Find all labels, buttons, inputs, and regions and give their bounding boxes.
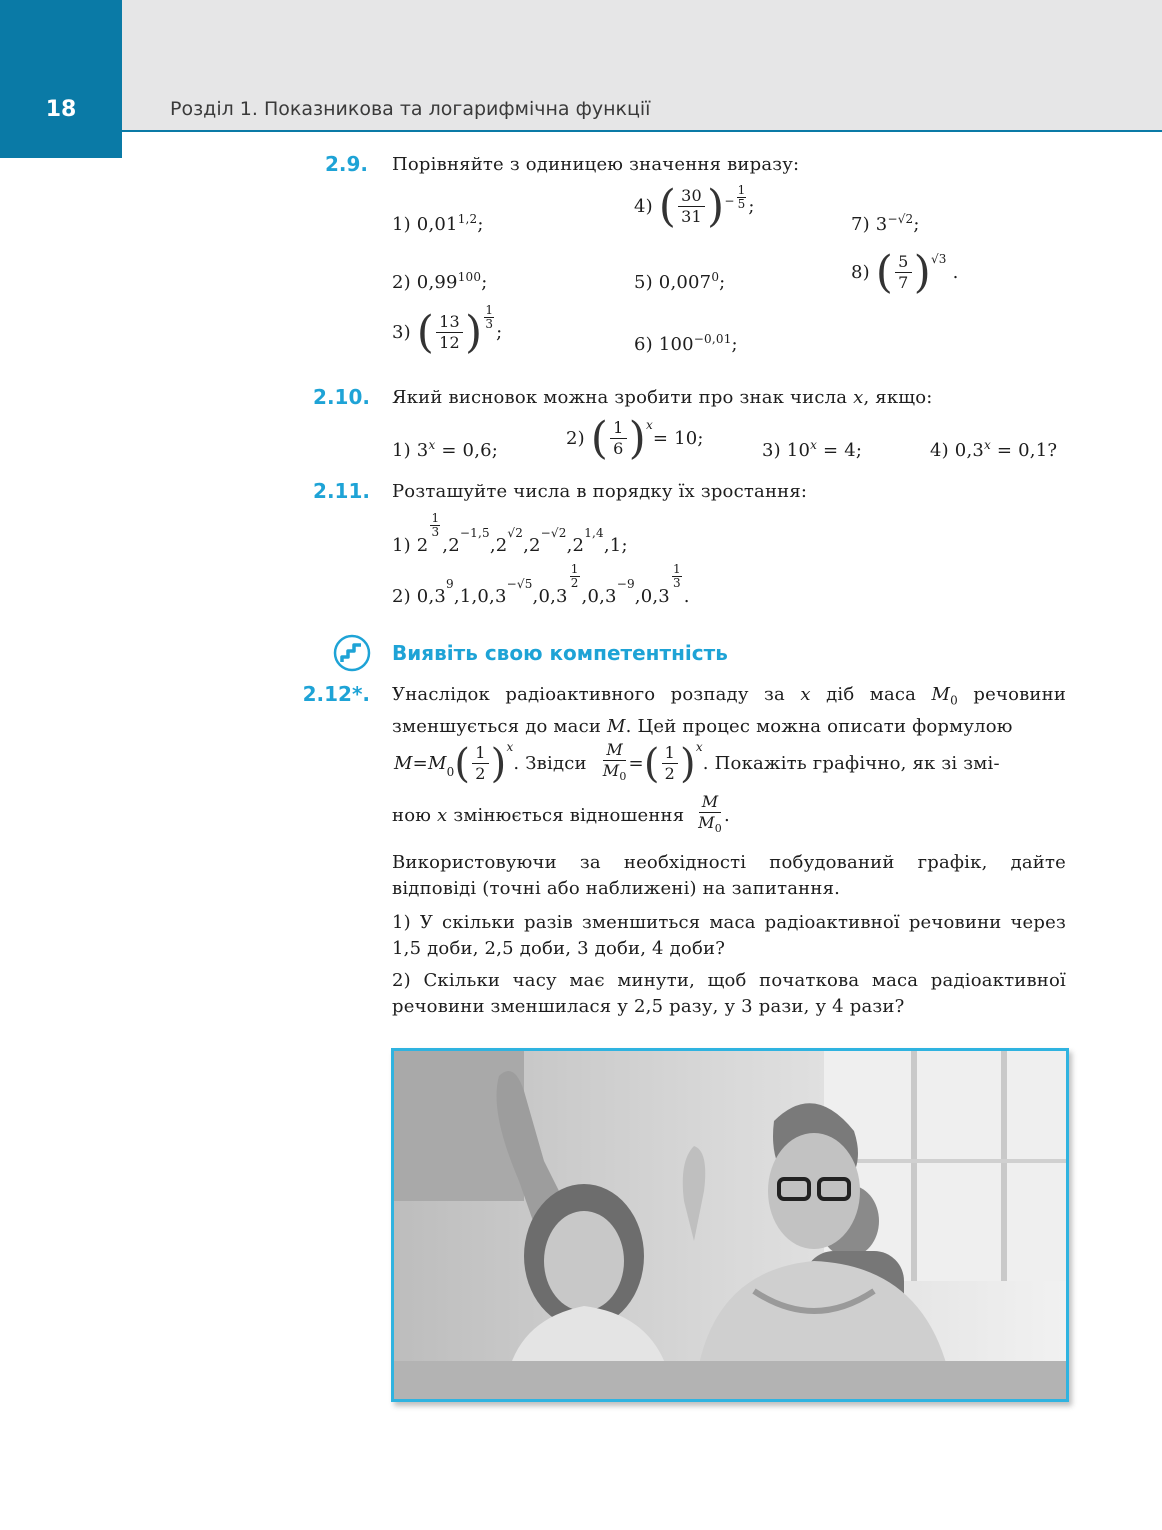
chapter-title: Розділ 1. Показникова та логарифмічна функції bbox=[170, 98, 651, 120]
math-item: 2) 0,99$^{100}$; bbox=[392, 270, 488, 293]
competence-heading: Виявіть свою компетентність bbox=[392, 641, 728, 665]
page-number: 18 bbox=[45, 97, 77, 122]
exercise-prompt: Який висновок можна зробити про знак числа x, якщо: bbox=[392, 387, 933, 408]
stairs-icon bbox=[333, 634, 371, 672]
exercise-paragraph: Унаслідок радіоактивного розпаду за x діб маса $M_0$ речовини зменшується до маси M. Цей процес можна описати формулою bbox=[392, 684, 1067, 737]
math-item: 4) ( $\frac{30}{31}$ ) − $\frac{1}{5}$ ; bbox=[634, 180, 755, 232]
exercise-number: 2.10. bbox=[313, 385, 370, 409]
exercise-number: 2.11. bbox=[313, 479, 370, 503]
exercise-paragraph: Використовуючи за необхідності побудований графік, дайте відповіді (точні або наближені) на запитання. bbox=[392, 852, 1066, 899]
students-illustration bbox=[394, 1051, 1066, 1399]
math-item: 6) $100^{-0,01}$; bbox=[634, 332, 738, 355]
formula-line: M = M $_0$ ( $\frac{1}{2}$ ) $^x$ . Звідси $\frac{M}{M_0}$ = ( $\frac{1}{2}$ ) $^x$ . Покажіть графічно, як зі змі- bbox=[394, 740, 1000, 787]
exercise-prompt: Розташуйте числа в порядку їх зростання: bbox=[392, 481, 808, 502]
math-item: 3) $10^x = 4$; bbox=[762, 438, 863, 461]
exercise-prompt: Порівняйте з одиницею значення виразу: bbox=[392, 154, 800, 175]
formula-line: ною x змінюється відношення $\frac{M}{M_0}$ . bbox=[392, 792, 730, 836]
exercise-number: 2.12*. bbox=[302, 682, 370, 706]
math-row: 2) 0,3 $^9$ , 1 , 0,3 $^{-√5}$ , 0,3 $\frac{1}{2}$ , 0,3 $^{-9}$ , 0,3 $\frac{1}{3}$ . bbox=[392, 562, 690, 607]
math-item: 7) $3^{-√2}$; bbox=[851, 212, 920, 235]
math-row: 1) 2 $\frac{1}{3}$ , 2 $^{-1,5}$ , 2 $^{√2}$ , 2 $^{-√2}$ , 2 $^{1,4}$ , 1; bbox=[392, 511, 628, 556]
math-item: 4) $0,3^x = 0,1$? bbox=[930, 438, 1058, 461]
classroom-photo bbox=[391, 1048, 1069, 1402]
exercise-number: 2.9. bbox=[324, 152, 368, 176]
math-item: 1) 0,01$^{1,2}$; bbox=[392, 212, 484, 235]
math-item: 8) ( $\frac{5}{7}$ ) $^{√3}$ . bbox=[851, 246, 959, 298]
math-item: 2) ( $\frac{1}{6}$ ) $^x$ = 10; bbox=[566, 412, 704, 464]
exercise-question: 2) Скільки часу має минути, щоб початкова маса радіоактивної речовини зменшилася у 2,5 разу, у 3 рази, у 4 рази? bbox=[392, 970, 1066, 1017]
exercise-question: 1) У скільки разів зменшиться маса радіоактивної речовини через 1,5 доби, 2,5 доби, 3 доби, 4 доби? bbox=[392, 912, 1066, 959]
math-item: 1) $3^x = 0,6$; bbox=[392, 438, 499, 461]
math-item: 3) ( $\frac{13}{12}$ ) $\frac{1}{3}$ ; bbox=[392, 303, 503, 358]
math-item: 5) 0,007$^0$; bbox=[634, 270, 726, 293]
page-tab bbox=[0, 0, 122, 158]
